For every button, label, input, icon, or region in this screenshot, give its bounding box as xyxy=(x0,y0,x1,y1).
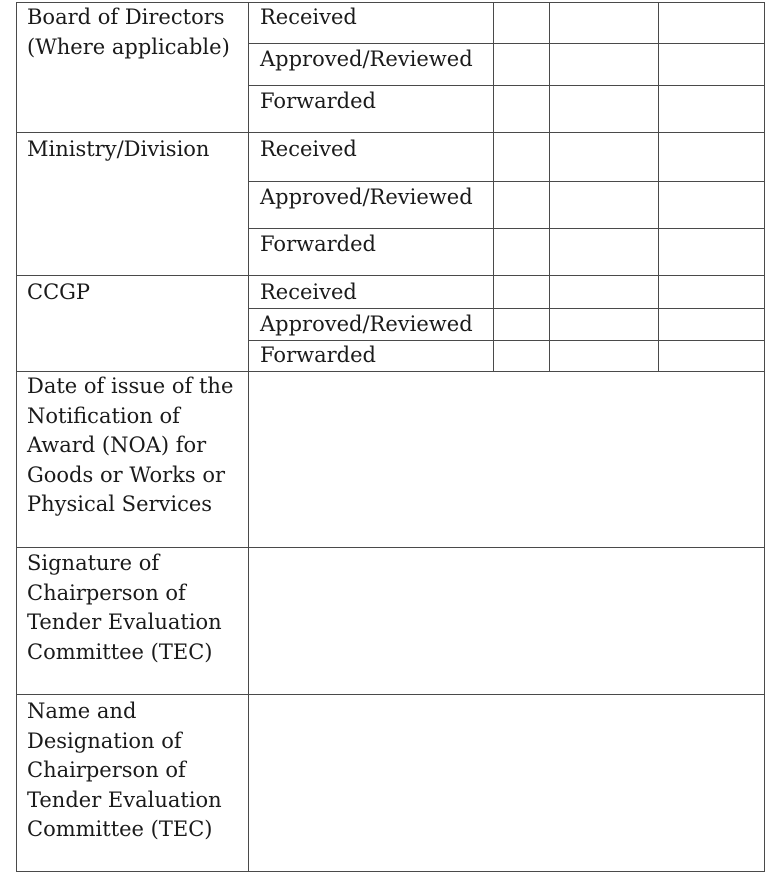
authority-label-ccgp: CCGP xyxy=(27,280,91,304)
status-cell[interactable] xyxy=(550,229,658,275)
field-label-tec-chairperson-name-designation: Name and Designation of Chairperson of Tender Evaluation Committee (TEC) xyxy=(27,699,222,841)
status-cell[interactable] xyxy=(659,276,764,308)
authority-label-board-of-directors: Board of Directors (Where applicable) xyxy=(27,5,230,59)
status-cell[interactable] xyxy=(659,44,764,85)
table-border-right xyxy=(764,2,765,872)
field-label-noa-issue-date: Date of issue of the Notification of Award (NOA) for Goods or Works or Physical Services xyxy=(27,374,234,516)
table-border-left xyxy=(16,2,17,872)
step-label-forwarded: Forwarded xyxy=(260,232,376,256)
status-cell[interactable] xyxy=(494,276,549,308)
status-cell[interactable] xyxy=(494,309,549,340)
status-cell[interactable] xyxy=(659,309,764,340)
tec-chairperson-signature-value[interactable] xyxy=(249,548,764,694)
status-cell[interactable] xyxy=(494,3,549,43)
status-cell[interactable] xyxy=(550,341,658,371)
status-cell[interactable] xyxy=(659,182,764,228)
tec-chairperson-name-designation-value[interactable] xyxy=(249,695,764,871)
step-label-received: Received xyxy=(260,280,357,304)
table-border-bottom xyxy=(16,871,765,872)
status-cell[interactable] xyxy=(550,86,658,132)
status-cell[interactable] xyxy=(659,341,764,371)
step-label-received: Received xyxy=(260,137,357,161)
authority-label-ministry-division: Ministry/Division xyxy=(27,137,210,161)
status-cell[interactable] xyxy=(494,182,549,228)
approval-form-table xyxy=(16,0,765,874)
status-cell[interactable] xyxy=(550,3,658,43)
status-cell[interactable] xyxy=(550,276,658,308)
status-cell[interactable] xyxy=(494,229,549,275)
step-label-forwarded: Forwarded xyxy=(260,343,376,367)
step-label-approved-reviewed: Approved/Reviewed xyxy=(260,312,473,336)
noa-issue-date-value[interactable] xyxy=(249,372,764,547)
step-label-approved-reviewed: Approved/Reviewed xyxy=(260,185,473,209)
status-cell[interactable] xyxy=(550,44,658,85)
status-cell[interactable] xyxy=(550,182,658,228)
status-cell[interactable] xyxy=(494,44,549,85)
step-label-approved-reviewed: Approved/Reviewed xyxy=(260,47,473,71)
status-cell[interactable] xyxy=(550,133,658,181)
status-cell[interactable] xyxy=(494,341,549,371)
status-cell[interactable] xyxy=(659,229,764,275)
status-cell[interactable] xyxy=(550,309,658,340)
field-label-tec-chairperson-signature: Signature of Chairperson of Tender Evaluation Committee (TEC) xyxy=(27,551,222,664)
step-label-received: Received xyxy=(260,5,357,29)
status-cell[interactable] xyxy=(494,133,549,181)
status-cell[interactable] xyxy=(494,86,549,132)
step-label-forwarded: Forwarded xyxy=(260,89,376,113)
status-cell[interactable] xyxy=(659,86,764,132)
status-cell[interactable] xyxy=(659,133,764,181)
status-cell[interactable] xyxy=(659,3,764,43)
